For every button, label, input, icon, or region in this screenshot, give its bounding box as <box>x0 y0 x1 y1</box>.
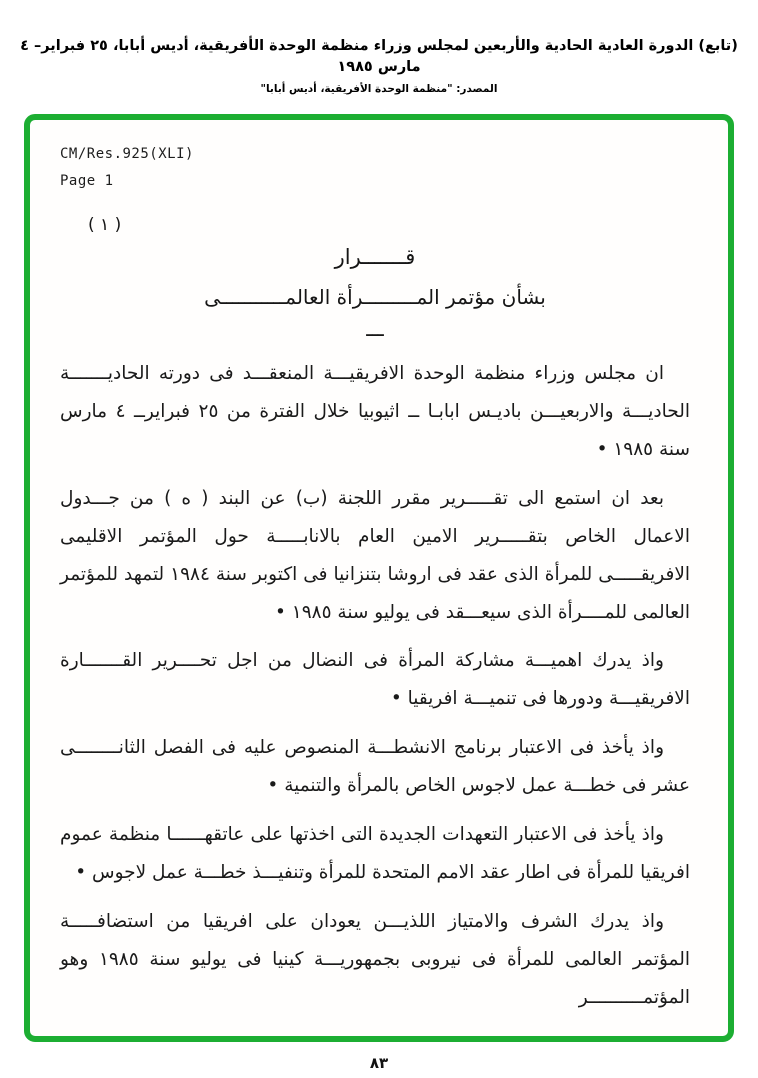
resolution-subtitle: بشأن مؤتمر المـــــــــرأة العالمـــــــــــى <box>204 285 546 309</box>
footer-page-number: ٨٣ <box>369 1054 389 1072</box>
item-number: ( ١ ) <box>88 215 122 235</box>
document-frame <box>24 114 734 1042</box>
paragraph: واذ يدرك الشرف والامتياز اللذيـــن يعودان على افريقيا من استضافـــــة المؤتمر العالمى للمرأة فى نيروبى بجمهوريـــة كينيا فى يوليو سنة ١٩٨٥ وهو المؤتمــــــــــر <box>60 910 690 1008</box>
paragraph: واذ يأخذ فى الاعتبار برنامج الانشطـــة المنصوص عليه فى الفصل الثانــــــــى عشر فى خطـــة عمل لاجوس الخاص بالمرأة والتنمية • <box>60 737 690 797</box>
doc-page-label: Page 1 <box>60 173 114 189</box>
source-header <box>14 36 744 95</box>
paragraph: ان مجلس وزراء منظمة الوحدة الافريقيـــة المنعقـــد فى دورته الحاديـــــــة الحاديـــة والاربعيـــن باديـس ابابـا ــ اثيوبيا خلال الفترة من ٢٥ فبرايرــ ٤ مارس سنة ١٩٨٥ • <box>60 363 690 460</box>
title-block <box>60 245 690 339</box>
header-source-line: المصدر: "منظمة الوحدة الأفريقية، أديس أبابا" <box>260 83 498 96</box>
resolution-title: قـــــــرار <box>334 245 416 269</box>
resolution-body <box>60 355 690 1017</box>
paragraph: واذ يأخذ فى الاعتبار التعهدات الجديدة التى اخذتها على عاتقهــــــا منظمة عموم افريقيا للمرأة فى اطار عقد الامم المتحدة للمرأة وتنفيـــذ خطـــة عمل لاجوس • <box>60 824 690 884</box>
title-divider: ـــ <box>366 317 384 341</box>
paragraph: واذ يدرك اهميـــة مشاركة المرأة فى النضال من اجل تحــــرير القـــــــارة الافريقيـــة ودورها فى تنميـــة افريقيا • <box>60 650 690 710</box>
header-session-line: (تابع) الدورة العادية الحادية والأربعين لمجلس وزراء منظمة الوحدة الأفريقية، أديس أبابا، ٢٥ فبراير– ٤ مارس ١٩٨٥ <box>20 38 738 76</box>
paragraph: بعد ان استمع الى تقـــــرير مقرر اللجنة (ب) عن البند ( ه ) من جـــدول الاعمال الخاص بتقـــــرير الامين العام بالانابـــــة حول المؤتمر الاقليمى الافريقـــــى للمرأة الذى عقد فى اروشا بتنزانيا فى اكتوبر سنة ١٩٨٤ لتمهد للمؤتمر العالمى للمــــرأة الذى سيعـــقد فى يوليو سنة ١٩٨٥ • <box>60 487 691 623</box>
reference-block <box>60 146 690 189</box>
doc-reference: CM/Res.925(XLI) <box>60 146 194 162</box>
